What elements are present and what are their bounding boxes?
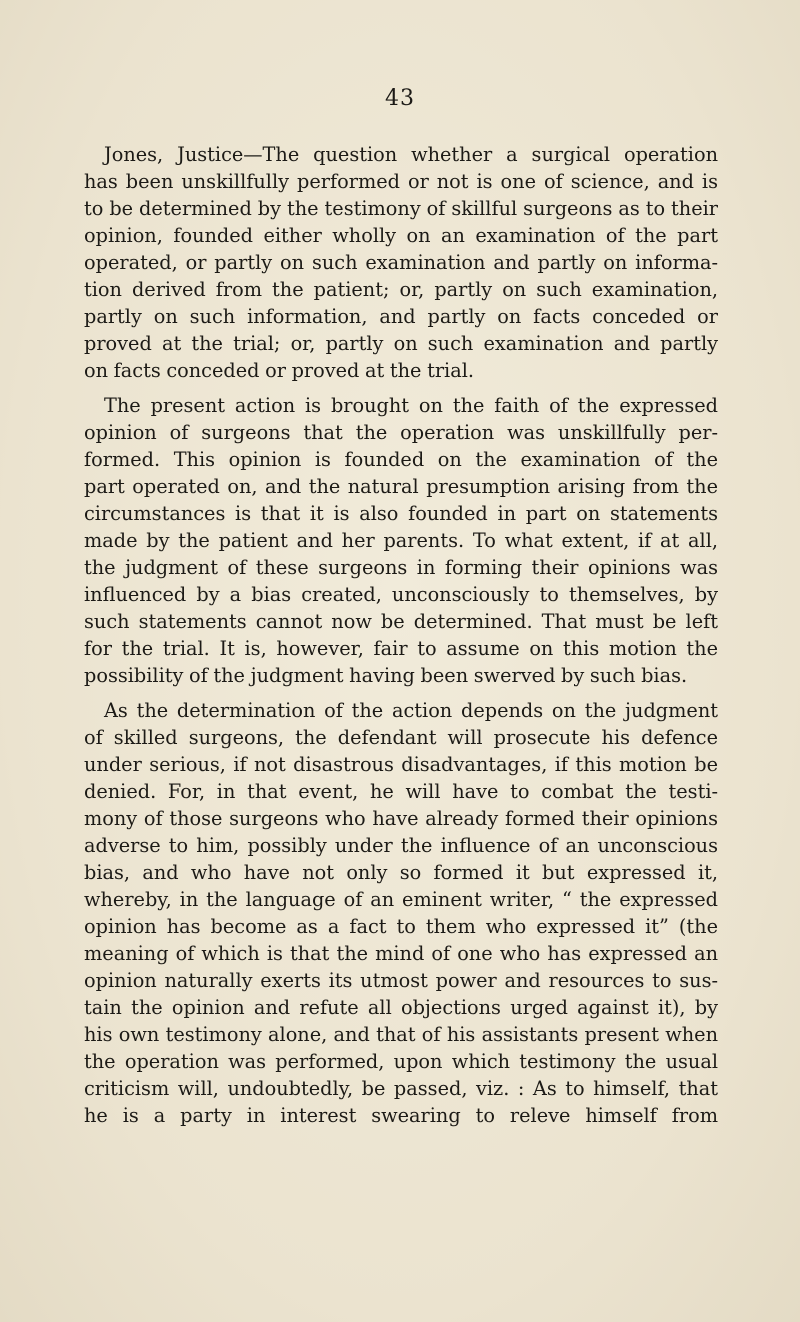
- text-line: tain the opinion and refute all objections urged against it), by: [84, 996, 718, 1019]
- text-line: criticism will, undoubtedly, be passed, viz. : As to himself, that: [84, 1077, 718, 1100]
- text-line: mony of those surgeons who have already formed their opinions: [84, 807, 718, 830]
- text-line: circumstances is that it is also founded in part on statements: [84, 502, 718, 525]
- text-line: his own testimony alone, and that of his assistants present when: [84, 1023, 718, 1046]
- text-line: meaning of which is that the mind of one who has expressed an: [84, 942, 718, 965]
- text-line: the operation was performed, upon which testimony the usual: [84, 1050, 718, 1073]
- text-line: opinion of surgeons that the operation was unskillfully per-: [84, 421, 718, 444]
- text-line: As the determination of the action depends on the judgment: [104, 699, 718, 722]
- text-line: opinion has become as a fact to them who expressed it” (the: [84, 915, 718, 938]
- text-line: such statements cannot now be determined. That must be left: [84, 610, 718, 633]
- text-line: to be determined by the testimony of skillful surgeons as to their: [84, 197, 718, 220]
- text-line: adverse to him, possibly under the influence of an unconscious: [84, 834, 718, 857]
- text-line: opinion naturally exerts its utmost power and resources to sus-: [84, 969, 718, 992]
- text-line: tion derived from the patient; or, partly on such examination,: [84, 278, 718, 301]
- text-line: partly on such information, and partly on facts conceded or: [84, 305, 718, 328]
- text-line: Jones, Justice—The question whether a surgical operation: [104, 143, 718, 166]
- text-line: he is a party in interest swearing to releve himself from: [84, 1104, 718, 1127]
- text-line: influenced by a bias created, unconsciously to themselves, by: [84, 583, 718, 606]
- text-line: whereby, in the language of an eminent writer, “ the expressed: [84, 888, 718, 911]
- text-line: part operated on, and the natural presumption arising from the: [84, 475, 718, 498]
- text-line: made by the patient and her parents. To what extent, if at all,: [84, 529, 718, 552]
- text-line: possibility of the judgment having been swerved by such bias.: [84, 664, 688, 687]
- paragraph-1: [84, 141, 718, 384]
- paragraph-3: [84, 697, 718, 1129]
- text-line: The present action is brought on the faith of the expressed: [104, 394, 718, 417]
- body-text: [84, 141, 718, 1129]
- paragraph-2: [84, 392, 718, 689]
- text-line: the judgment of these surgeons in forming their opinions was: [84, 556, 718, 579]
- text-line: opinion, founded either wholly on an examination of the part: [84, 224, 718, 247]
- text-line: proved at the trial; or, partly on such examination and partly: [84, 332, 718, 355]
- text-line: operated, or partly on such examination and partly on informa-: [84, 251, 718, 274]
- text-line: under serious, if not disastrous disadvantages, if this motion be: [84, 753, 718, 776]
- text-line: formed. This opinion is founded on the examination of the: [84, 448, 718, 471]
- page-number: 43: [385, 86, 415, 111]
- text-line: denied. For, in that event, he will have to combat the testi-: [84, 780, 718, 803]
- text-line: on facts conceded or proved at the trial.: [84, 359, 475, 382]
- text-line: has been unskillfully performed or not is one of science, and is: [84, 170, 718, 193]
- text-line: bias, and who have not only so formed it but expressed it,: [84, 861, 718, 884]
- text-line: for the trial. It is, however, fair to assume on this motion the: [84, 637, 718, 660]
- text-line: of skilled surgeons, the defendant will prosecute his defence: [84, 726, 718, 749]
